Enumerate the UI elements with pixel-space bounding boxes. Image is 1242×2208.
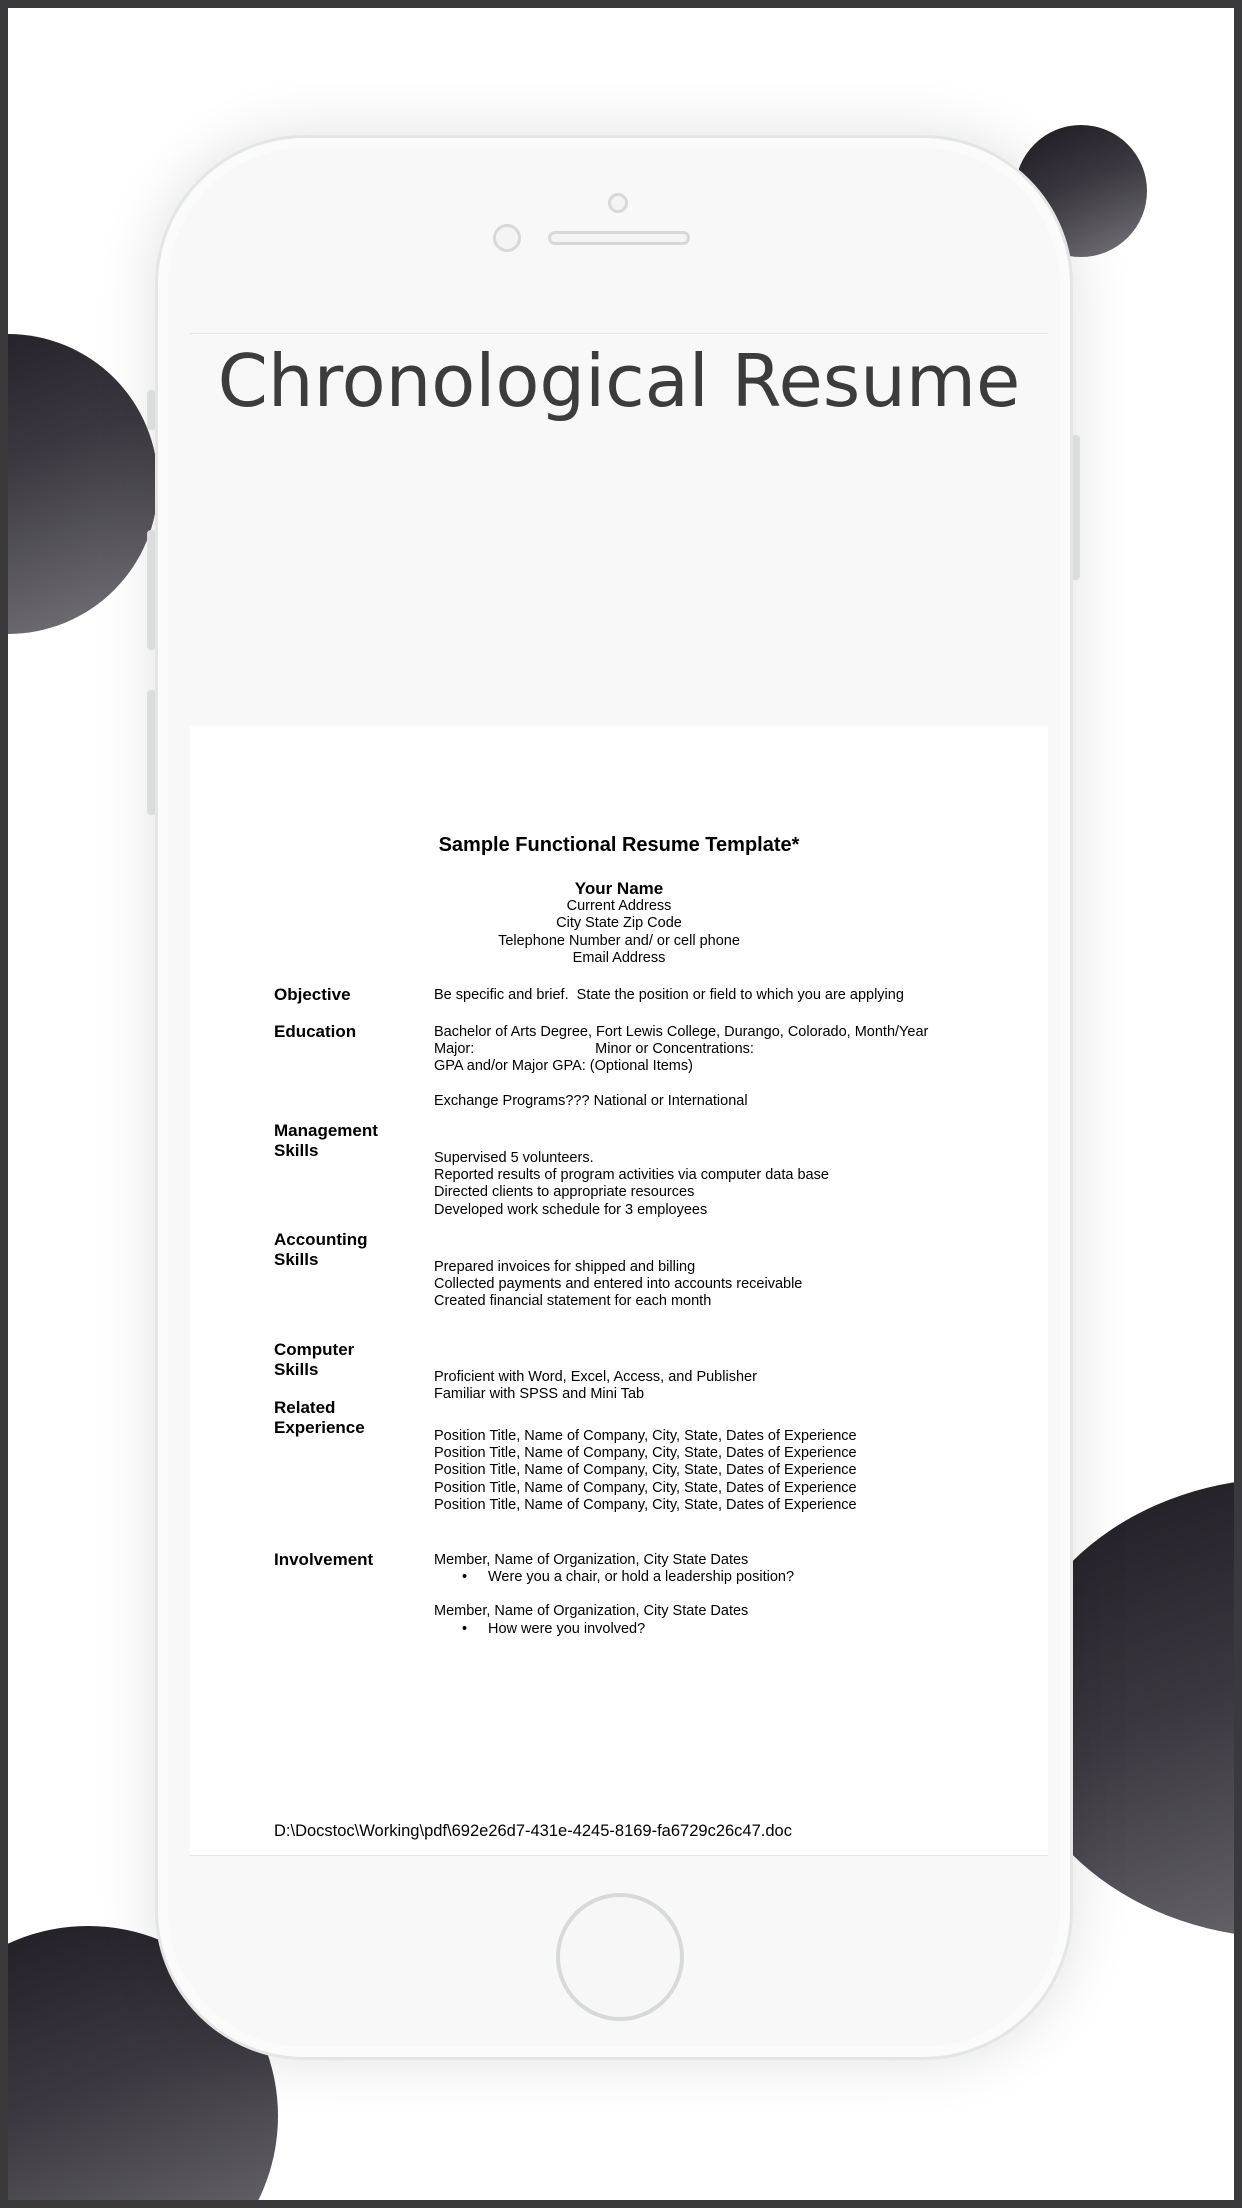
phone-screen — [190, 333, 1048, 1856]
section-label-objective: Objective — [274, 985, 351, 1004]
section-label-computer — [274, 1340, 424, 1380]
section-body-objective — [434, 987, 1014, 1004]
spacer — [434, 1586, 1014, 1603]
section-label-experience — [274, 1398, 424, 1438]
section-body-experience — [434, 1428, 1014, 1514]
section-body-involvement — [434, 1552, 1014, 1638]
body-line: Member, Name of Organization, City State Dates — [434, 1552, 749, 1568]
body-line: Position Title, Name of Company, City, State, Dates of Experience — [434, 1445, 857, 1462]
body-line: Exchange Programs??? National or International — [434, 1092, 748, 1109]
bullet-text: How were you involved? — [488, 1620, 646, 1637]
body-line: Developed work schedule for 3 employees — [434, 1201, 708, 1218]
body-line: Position Title, Name of Company, City, State, Dates of Experience — [434, 1479, 857, 1496]
body-line: Familiar with SPSS and Mini Tab — [434, 1386, 645, 1403]
home-button[interactable] — [556, 1893, 684, 2021]
section-body-education — [434, 1024, 1014, 1110]
section-label-accounting — [274, 1230, 424, 1270]
section-label-management — [274, 1121, 424, 1161]
resume-header — [190, 879, 1048, 967]
document-file-path: D:\Docstoc\Working\pdf\692e26d7-431e-4245-8169-fa6729c26c47.doc — [274, 1822, 792, 1840]
bullet-item — [434, 1569, 1014, 1586]
label-line: Experience — [274, 1418, 365, 1437]
header-line: Email Address — [572, 949, 666, 966]
label-line: Accounting — [274, 1230, 368, 1249]
body-line: Directed clients to appropriate resources — [434, 1184, 695, 1201]
label-line: Management — [274, 1121, 378, 1140]
document-page[interactable] — [190, 726, 1048, 1856]
label-line: Computer — [274, 1340, 355, 1359]
app-title: Chronological Resume — [217, 339, 1021, 423]
section-body-management — [434, 1150, 1014, 1219]
bullet-item — [434, 1621, 1014, 1638]
label-line: Related — [274, 1398, 336, 1417]
document-title: Sample Functional Resume Template* — [438, 834, 800, 856]
section-label-involvement: Involvement — [274, 1550, 374, 1569]
label-line: Skills — [274, 1360, 319, 1379]
section-body-computer — [434, 1369, 1014, 1403]
decorative-circle — [8, 334, 158, 634]
section-body-accounting — [434, 1259, 1014, 1311]
body-line: Supervised 5 volunteers. — [434, 1150, 594, 1166]
body-line: Position Title, Name of Company, City, State, Dates of Experience — [434, 1428, 857, 1444]
header-line: Current Address — [566, 898, 672, 914]
body-line: GPA and/or Major GPA: (Optional Items) — [434, 1058, 693, 1075]
label-line: Skills — [274, 1250, 319, 1269]
body-line: Reported results of program activities via computer data base — [434, 1167, 829, 1184]
body-line: Created financial statement for each month — [434, 1293, 712, 1310]
resume-name: Your Name — [574, 879, 664, 898]
body-line: Be specific and brief. State the position or field to which you are applying — [434, 987, 904, 1003]
body-line: Collected payments and entered into accounts receivable — [434, 1276, 803, 1293]
bullet-text: Were you a chair, or hold a leadership position? — [488, 1569, 795, 1586]
sensor-icon — [493, 224, 521, 252]
header-line: City State Zip Code — [556, 915, 682, 932]
body-line: Bachelor of Arts Degree, Fort Lewis College, Durango, Colorado, Month/Year — [434, 1024, 929, 1040]
body-line — [434, 1076, 1014, 1093]
body-line: Position Title, Name of Company, City, State, Dates of Experience — [434, 1496, 857, 1513]
body-line: Position Title, Name of Company, City, State, Dates of Experience — [434, 1462, 857, 1479]
camera-icon — [608, 193, 628, 213]
body-line: Prepared invoices for shipped and billing — [434, 1259, 696, 1275]
body-line: Member, Name of Organization, City State Dates — [434, 1603, 749, 1620]
speaker-grille — [548, 231, 690, 245]
label-line: Skills — [274, 1141, 319, 1160]
body-line: Major: Minor or Concentrations: — [434, 1041, 754, 1058]
body-line: Proficient with Word, Excel, Access, and Publisher — [434, 1369, 757, 1385]
section-label-education: Education — [274, 1022, 357, 1041]
header-line: Telephone Number and/ or cell phone — [498, 932, 740, 949]
